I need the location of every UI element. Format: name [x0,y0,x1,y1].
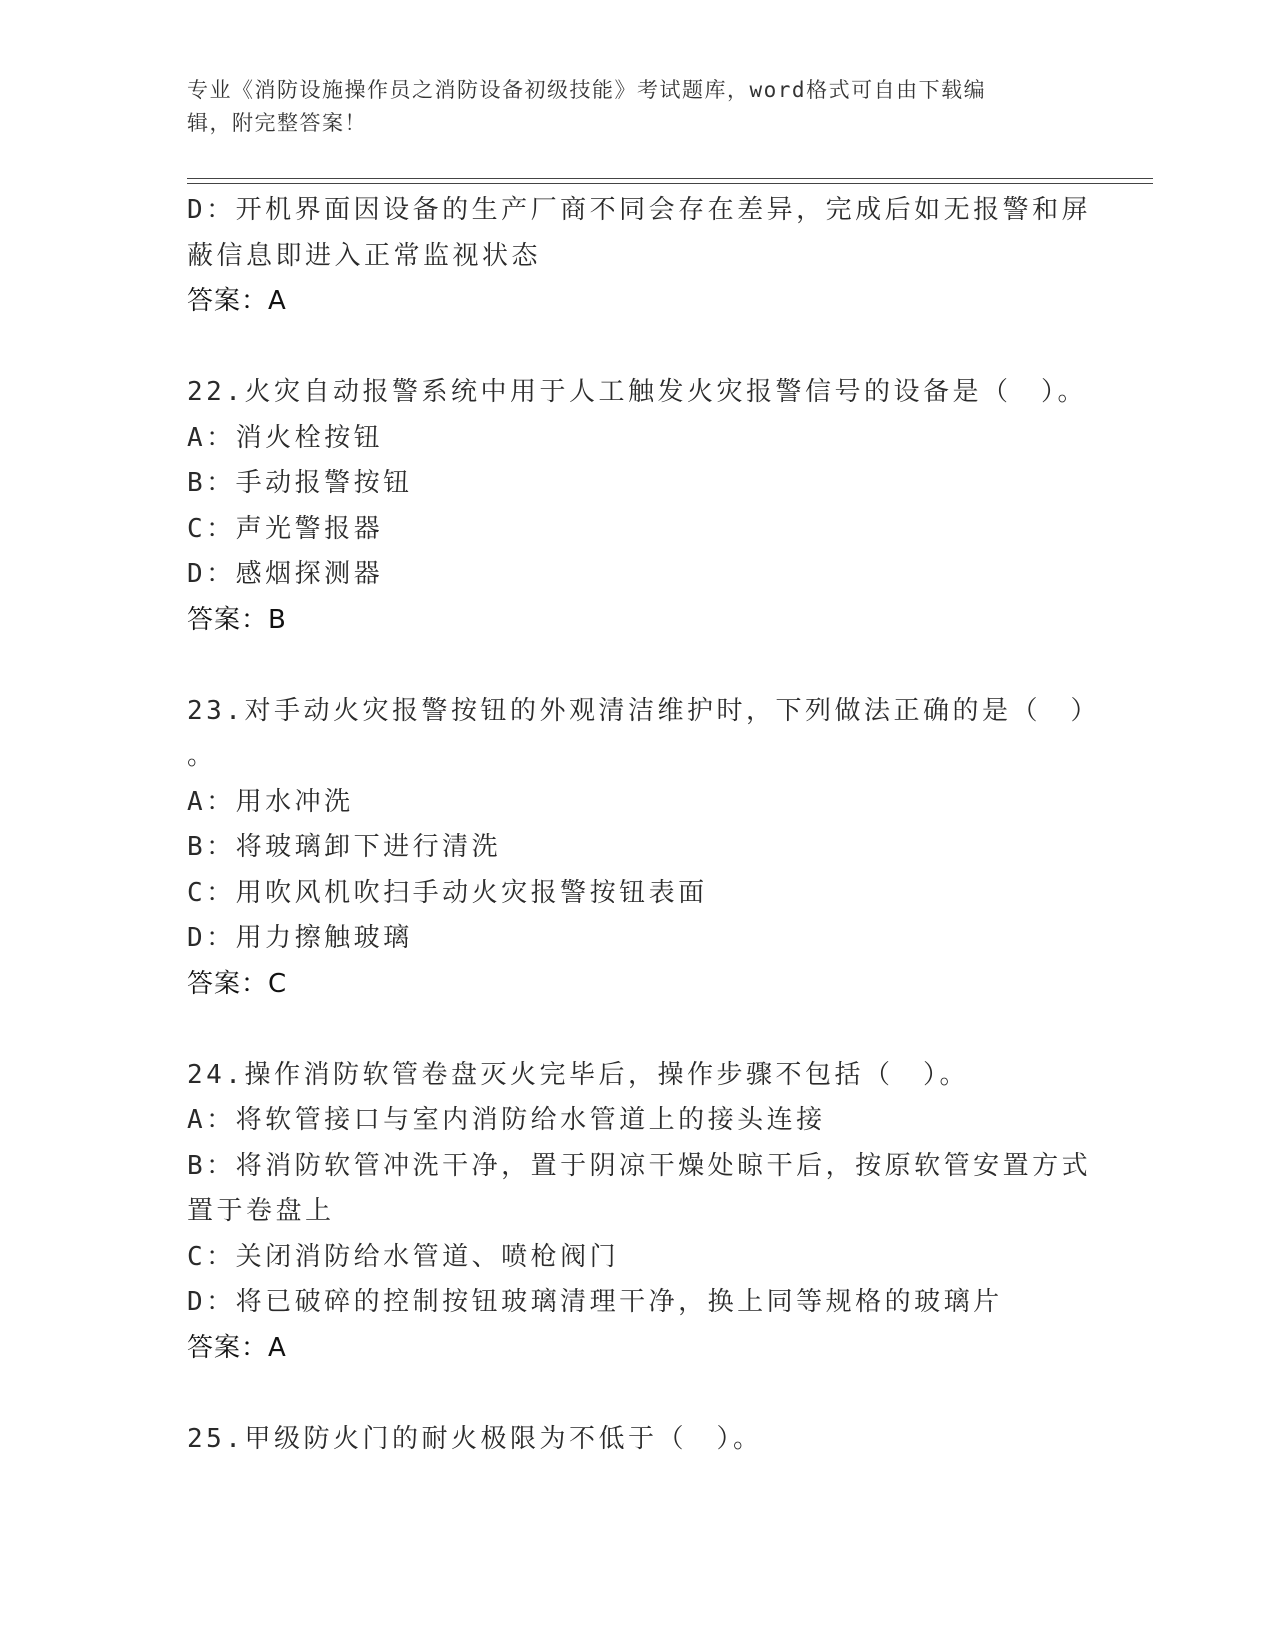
header-divider-bottom [187,183,1153,184]
option-b: B：将玻璃卸下进行清洗 [187,832,502,862]
option-d: D：将已破碎的控制按钮玻璃清理干净，换上同等规格的玻璃片 [187,1287,1003,1317]
option-d-line-1: D：开机界面因设备的生产厂商不同会存在差异，完成后如无报警和屏 [187,195,1092,225]
answer-22: 答案：B [187,604,287,635]
question-content [187,188,1100,1462]
question-stem-23-line-1: 23.对手动火灾报警按钮的外观清洁维护时，下列做法正确的是（ ） [187,695,1100,726]
answer-24: 答案：A [187,1332,287,1363]
header-line-2: 辑，附完整答案！ [187,111,367,135]
document-header [187,74,1067,140]
option-b: B：手动报警按钮 [187,468,413,498]
header-line-1: 专业《消防设施操作员之消防设备初级技能》考试题库，word格式可自由下载编 [187,78,987,102]
header-divider-top [187,178,1153,179]
question-block-21 [187,188,1092,325]
spacer [187,1371,1087,1417]
question-stem-25: 25.甲级防火门的耐火极限为不低于（ ）。 [187,1423,763,1454]
option-a: A：用水冲洗 [187,786,354,817]
question-stem-23-line-2: 。 [187,741,217,771]
question-stem-24: 24.操作消防软管卷盘灭火完毕后，操作步骤不包括（ ）。 [187,1059,969,1090]
question-block-22 [187,370,1087,643]
answer-21: 答案：A [187,286,287,316]
spacer [187,325,1087,371]
question-stem-22: 22.火灾自动报警系统中用于人工触发火灾报警信号的设备是（ ）。 [187,377,1087,407]
spacer [187,643,1087,689]
option-d: D：感烟探测器 [187,559,384,589]
option-a: A：消火栓按钮 [187,422,384,453]
question-block-23 [187,689,1100,1008]
option-b-line-1: B：将消防软管冲洗干净，置于阴凉干燥处晾干后，按原软管安置方式 [187,1150,1092,1181]
question-block-25 [187,1417,1087,1463]
option-d-line-2: 蔽信息即进入正常监视状态 [187,240,542,271]
option-c: C：声光警报器 [187,513,384,544]
option-d: D：用力擦触玻璃 [187,923,413,953]
spacer [187,1007,1087,1053]
option-c: C：关闭消防给水管道、喷枪阀门 [187,1241,620,1272]
option-b-line-2: 置于卷盘上 [187,1196,335,1226]
question-block-24 [187,1053,1092,1372]
option-c: C：用吹风机吹扫手动火灾报警按钮表面 [187,877,708,908]
option-a: A：将软管接口与室内消防给水管道上的接头连接 [187,1105,826,1135]
answer-23: 答案：C [187,968,288,999]
